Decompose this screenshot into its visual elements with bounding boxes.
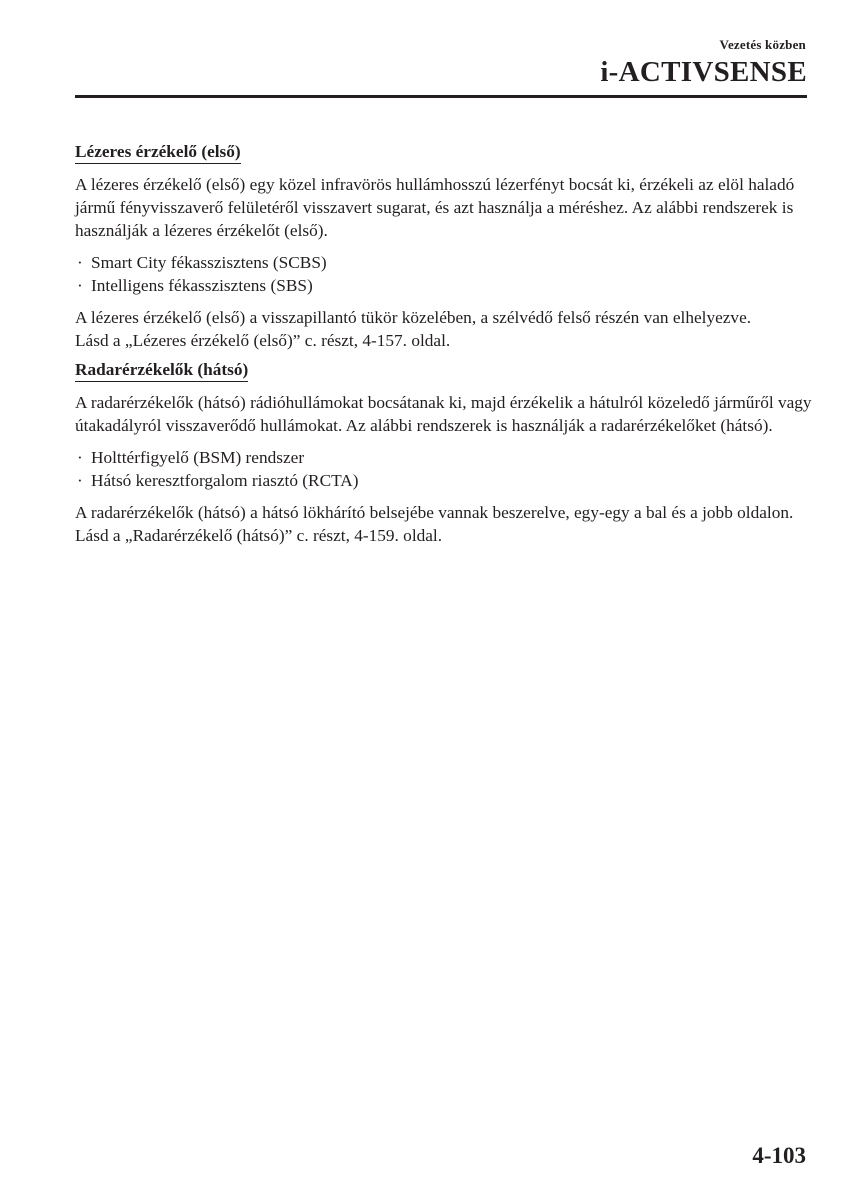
bullet-dot: · <box>77 448 83 467</box>
page-reference: Lásd a „Radarérzékelő (hátsó)” c. részt, 4-159. oldal. <box>75 526 443 545</box>
section-radar-sensors <box>75 358 815 547</box>
list-item-text: Intelligens fékasszisztens (SBS) <box>91 276 313 295</box>
main-content <box>75 140 815 547</box>
bullet-dot: · <box>77 253 83 272</box>
header-section-label: Vezetés közben <box>719 37 806 52</box>
list-item <box>75 446 815 469</box>
page-reference: Lásd a „Lézeres érzékelő (első)” c. részt, 4-157. oldal. <box>75 331 451 350</box>
location-paragraph: A radarérzékelők (hátsó) a hátsó lökhárító belsejébe vannak beszerelve, egy-egy a bal és a jobb oldalon. <box>75 503 794 522</box>
list-item <box>75 251 815 274</box>
header-divider <box>75 95 807 98</box>
bullet-list <box>75 446 815 492</box>
section-laser-sensor <box>75 140 815 352</box>
bullet-dot: · <box>77 276 83 295</box>
section-heading: Radarérzékelők (hátsó) <box>75 359 248 382</box>
section-intro-paragraph: A radarérzékelők (hátsó) rádióhullámokat bocsátanak ki, majd érzékelik a hátulról közeledő járműről vagy útakadályról visszaverődő hullámokat. Az alábbi rendszerek is használják a radarérzékelőket (hátsó). <box>75 393 812 435</box>
list-item-text: Holttérfigyelő (BSM) rendszer <box>91 448 305 467</box>
list-item-text: Hátsó keresztforgalom riasztó (RCTA) <box>91 471 359 490</box>
list-item-text: Smart City fékasszisztens (SCBS) <box>91 253 327 272</box>
list-item <box>75 274 815 297</box>
page-title: i-ACTIVSENSE <box>600 56 807 88</box>
bullet-list <box>75 251 815 297</box>
bullet-dot: · <box>77 471 83 490</box>
location-paragraph: A lézeres érzékelő (első) a visszapillantó tükör közelében, a szélvédő felső részén van elhelyezve. <box>75 308 752 327</box>
page-number: 4-103 <box>752 1143 806 1168</box>
section-heading: Lézeres érzékelő (első) <box>75 141 241 164</box>
section-intro-paragraph: A lézeres érzékelő (első) egy közel infravörös hullámhosszú lézerfényt bocsát ki, érzékeli az elöl haladó jármű fényvisszaverő felületéről visszavert sugarat, és azt használja a méréshez. Az alábbi rendszerek is használják a lézeres érzékelőt (első). <box>75 175 795 240</box>
list-item <box>75 469 815 492</box>
